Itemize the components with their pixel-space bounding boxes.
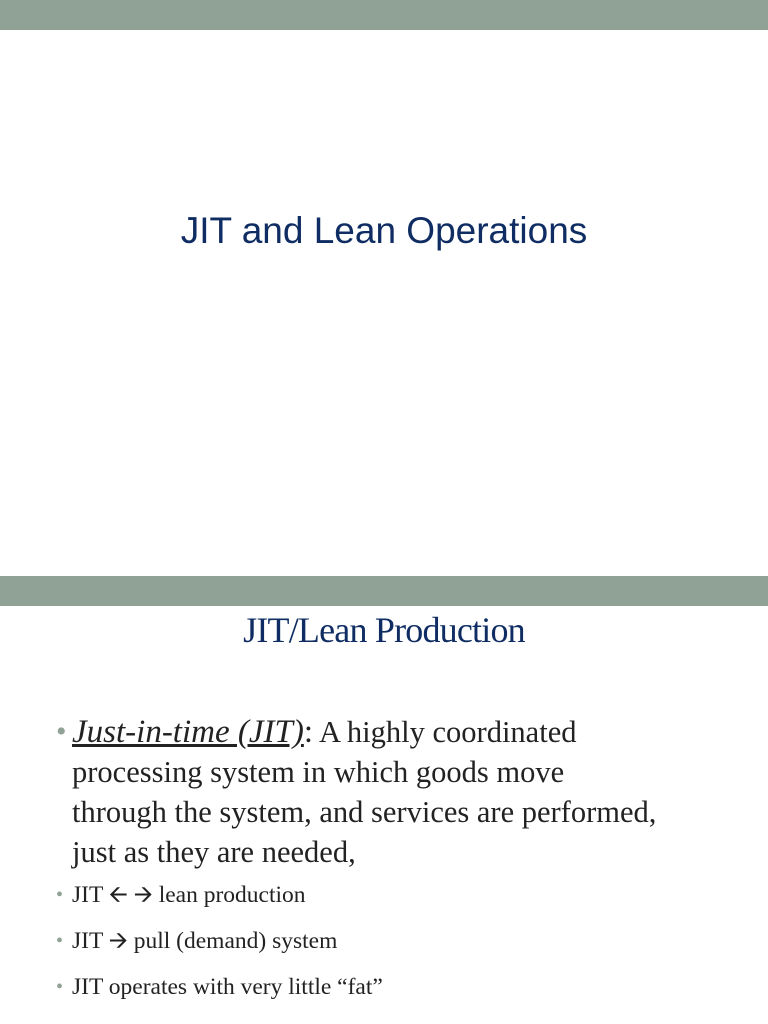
slide-header-band — [0, 576, 768, 606]
term-label: Just-in-time (JIT) — [72, 714, 304, 750]
sub-bullet-text: JIT 🡨 🡪 lean production — [72, 882, 306, 908]
bullet-icon: • — [56, 930, 64, 952]
bullet-icon: • — [56, 884, 64, 906]
sub-bullet-item — [56, 926, 696, 972]
bullet-icon: • — [56, 976, 64, 998]
sub-bullet-item — [56, 972, 696, 1018]
bullet-body — [72, 712, 666, 872]
bullet-icon: • — [56, 715, 67, 748]
sub-bullet-item — [56, 880, 696, 926]
slide-header-band — [0, 0, 768, 30]
sub-bullet-list — [56, 880, 696, 1018]
term-definition: A highly coordinated processing system in which goods move through the system, and services are performed, just as they are needed, — [72, 715, 657, 869]
term-colon: : — [303, 714, 314, 750]
slide-2 — [0, 576, 768, 1024]
sub-bullet-text: JIT operates with very little “fat” — [72, 974, 383, 1000]
main-bullet — [56, 712, 666, 872]
slide-title: JIT/Lean Production — [243, 610, 525, 650]
sub-bullet-text: JIT 🡪 pull (demand) system — [72, 928, 338, 954]
slide-title: JIT and Lean Operations — [180, 210, 588, 251]
